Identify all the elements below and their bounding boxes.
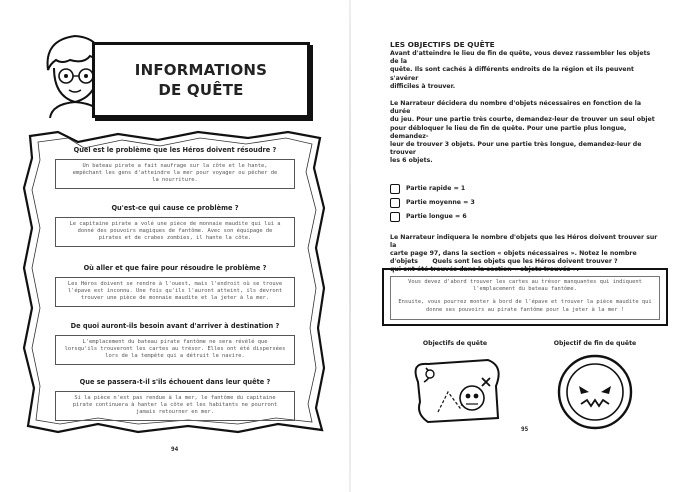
narrator2-line: carte page 97, dans la section « objets nécessaires ». Notez le nombre d'objets — [390, 250, 637, 266]
narrator-line: du jeu. Pour une partie très courte, demandez-leur de trouver un seul objet — [390, 116, 655, 124]
checkbox-icon[interactable] — [390, 212, 400, 222]
answer-4-line: L'emplacement du bateau pirate fantôme ne sera révélé que — [82, 339, 268, 345]
right-page — [350, 0, 700, 492]
objects-answer-line: Vous devez d'abord trouver les cartes au trésor manquantes qui indiquent — [408, 279, 642, 285]
answer-4-line: lors de la tempête qui a détruit le navire. — [105, 353, 245, 360]
option-label: Partie moyenne = 3 — [406, 199, 475, 207]
checkbox-icon[interactable] — [390, 198, 400, 208]
cursed-coin-icon — [555, 352, 635, 432]
qa-block-5 — [55, 378, 295, 421]
answer-5-line: jamais retourner en mer. — [136, 409, 214, 416]
answer-2-line: pirates et de crabes zombies, il hante la côte. — [98, 235, 252, 242]
question-5: Que se passera-t-il s'ils échouent dans leur quête ? — [79, 378, 271, 386]
page-number-left: 94 — [171, 446, 179, 453]
answer-1-line: la nourriture. — [152, 177, 198, 184]
narrator-line: pour débloquer le lieu de fin de quête. Pour une partie plus longue, demandez- — [390, 124, 627, 140]
option-label: Partie rapide = 1 — [406, 185, 466, 193]
narrator2-line: qui ont été trouvés dans la section « objets trouvés ». — [390, 266, 579, 274]
narrator2-line: Le Narrateur indiquera le nombre d'objets que les Héros doivent trouver sur la — [390, 233, 658, 249]
objects-answer-line: Ensuite, vous pourrez monter à bord de l'épave et trouver la pièce maudite qui — [398, 299, 652, 306]
objects-answer-line: l'emplacement du bateau fantôme. — [473, 286, 577, 293]
qa-block-4 — [55, 322, 295, 365]
objects-answer-box — [382, 268, 668, 326]
game-length-options — [390, 184, 660, 222]
option-label: Partie longue = 6 — [406, 213, 467, 221]
question-3: Où aller et que faire pour résoudre le problème ? — [83, 264, 267, 272]
answer-3-line: trouver une pièce de monnaie maudite et la jeter à la mer. — [80, 295, 270, 302]
answer-1-line: Un bateau pirate a fait naufrage sur la côte et le hante, — [82, 163, 268, 169]
option-longue[interactable] — [390, 212, 660, 222]
question-1: Quel est le problème que les Héros doivent résoudre ? — [73, 146, 277, 154]
narrator-line: Le Narrateur décidera du nombre d'objets nécessaires en fonction de la durée — [390, 100, 642, 116]
narrator-paragraph — [390, 100, 660, 166]
intro-paragraph — [390, 50, 660, 91]
answer-5-line: Si la pièce n'est pas rendue à la mer, le fantôme du capitaine — [74, 395, 276, 401]
title-line-2: DE QUÊTE — [158, 81, 244, 99]
objects-question: Quels sont les objets que les Héros doivent trouver ? — [432, 258, 618, 265]
answer-2 — [55, 217, 295, 247]
title-line-1: INFORMATIONS — [134, 61, 268, 79]
answer-4 — [55, 335, 295, 365]
answer-2-line: donné des pouvoirs magiques de fantôme. Avec son équipage de — [77, 228, 273, 235]
answer-1-line: empêchant les gens d'atteindre la mer pour voyager ou pêcher de — [72, 170, 278, 177]
intro-line: Avant d'atteindre le lieu de fin de quête, vous devez rassembler les objets de la — [390, 50, 651, 66]
objects-answer-line: donne ses pouvoirs au pirate fantôme pour la jeter à la mer ! — [426, 306, 624, 313]
answer-5-line: pirate continuera à hanter la côte et les habitants ne pourront — [72, 402, 278, 409]
question-4: De quoi auront-ils besoin avant d'arriver à destination ? — [70, 322, 280, 330]
answer-3 — [55, 277, 295, 307]
qa-block-1 — [55, 146, 295, 189]
checkbox-icon[interactable] — [390, 184, 400, 194]
page-number-right: 95 — [521, 426, 529, 433]
narrator-line: leur de trouver 3 objets. Pour une partie très longue, demandez-leur de trouver — [390, 141, 642, 157]
answer-3-line: Les Héros doivent se rendre à l'ouest, mais l'endroit où se trouve — [67, 281, 283, 287]
qa-block-2 — [55, 204, 295, 247]
option-rapide[interactable] — [390, 184, 660, 194]
answer-3-line: l'épave est inconnu. Une fois qu'ils l'auront atteint, ils devront — [67, 288, 283, 295]
option-moyenne[interactable] — [390, 198, 660, 208]
qa-block-3 — [55, 264, 295, 307]
answer-4-line: lorsqu'ils trouveront les cartes au trésor. Elles ont été dispersées — [64, 346, 286, 353]
card2-title: Objectif de fin de quête — [553, 340, 637, 347]
answer-1 — [55, 159, 295, 189]
title-banner — [92, 42, 310, 118]
intro-line: quête. Ils sont cachés à différents endroits de la région et ils peuvent s'avérer — [390, 66, 634, 82]
answer-5 — [55, 391, 295, 421]
objects-answer — [390, 276, 660, 320]
treasure-map-icon — [408, 352, 508, 430]
intro-line: difficiles à trouver. — [390, 82, 456, 90]
objectives-heading: LES OBJECTIFS DE QUÊTE — [390, 40, 495, 49]
question-2: Qu'est-ce qui cause ce problème ? — [111, 204, 239, 212]
narrator-line: les 6 objets. — [390, 157, 433, 165]
answer-2-line: Le capitaine pirate a volé une pièce de monnaie maudite qui lui a — [69, 221, 281, 227]
card1-title: Objectifs de quête — [422, 340, 488, 347]
